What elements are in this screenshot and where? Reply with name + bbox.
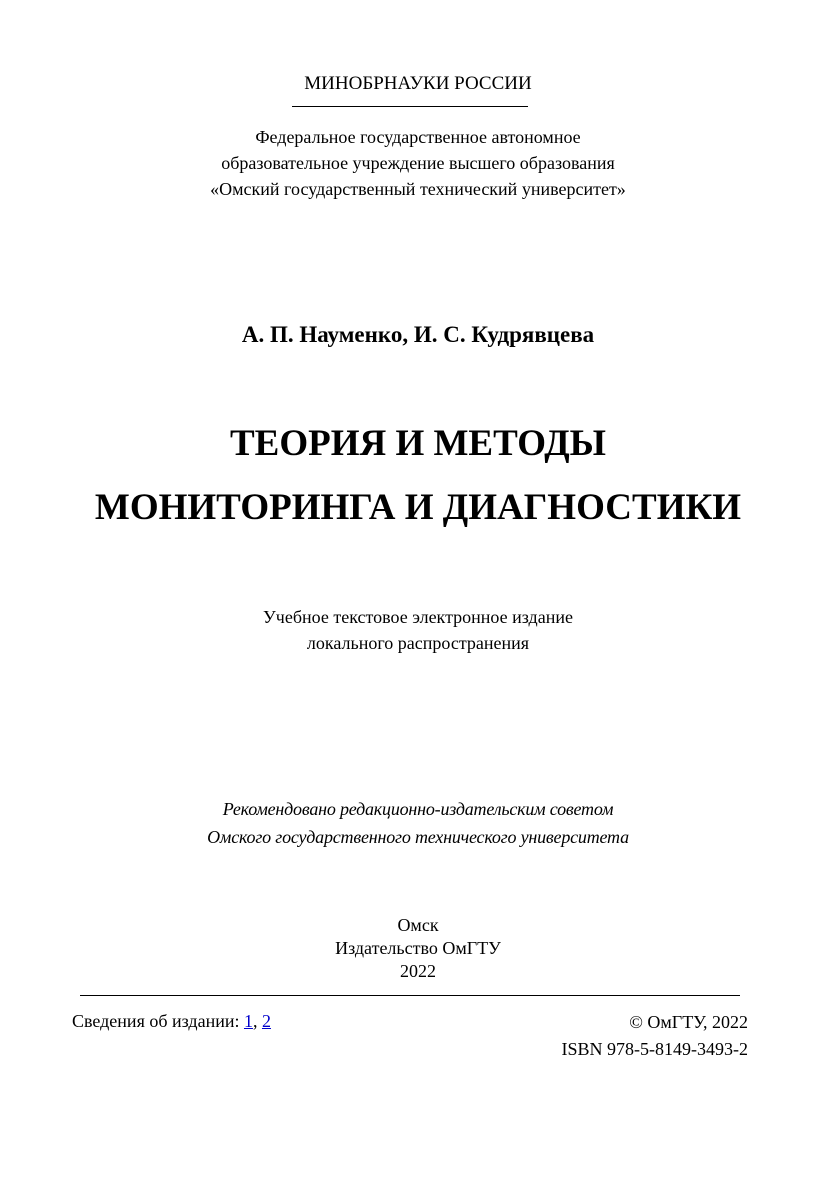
publisher-year: 2022 <box>400 961 436 981</box>
title-line: ТЕОРИЯ И МЕТОДЫ <box>229 423 607 464</box>
institution-line: «Омский государственный технический университет» <box>210 179 626 199</box>
book-title <box>0 412 836 540</box>
rights-block <box>562 1009 749 1063</box>
publisher-city: Омск <box>397 915 439 935</box>
edition-line: Учебное текстовое электронное издание <box>263 607 573 627</box>
footer-divider <box>80 995 740 996</box>
ministry-divider <box>292 106 528 107</box>
copyright: © ОмГТУ, 2022 <box>629 1012 748 1032</box>
institution-line: Федеральное государственное автономное <box>255 127 581 147</box>
edition-type <box>0 604 836 656</box>
authors: А. П. Науменко, И. С. Кудрявцева <box>241 322 595 347</box>
institution-name <box>0 124 836 202</box>
institution-line: образовательное учреждение высшего образования <box>221 153 615 173</box>
edition-link-2[interactable]: 2 <box>261 1011 271 1031</box>
publisher-house: Издательство ОмГТУ <box>335 938 501 958</box>
edition-link-separator: , <box>252 1011 258 1031</box>
recommendation-line: Омского государственного технического университета <box>207 827 629 847</box>
title-line: МОНИТОРИНГА И ДИАГНОСТИКИ <box>94 487 742 528</box>
recommendation <box>0 795 836 851</box>
edition-info <box>72 1009 271 1033</box>
ministry-name: МИНОБРНАУКИ РОССИИ <box>304 73 532 94</box>
recommendation-line: Рекомендовано редакционно-издательским советом <box>222 799 614 819</box>
publisher-imprint <box>0 914 836 983</box>
isbn: ISBN 978-5-8149-3493-2 <box>561 1039 748 1059</box>
edition-info-label: Сведения об издании: <box>72 1011 240 1031</box>
edition-link-1[interactable]: 1 <box>243 1011 253 1031</box>
edition-line: локального распространения <box>306 633 530 653</box>
